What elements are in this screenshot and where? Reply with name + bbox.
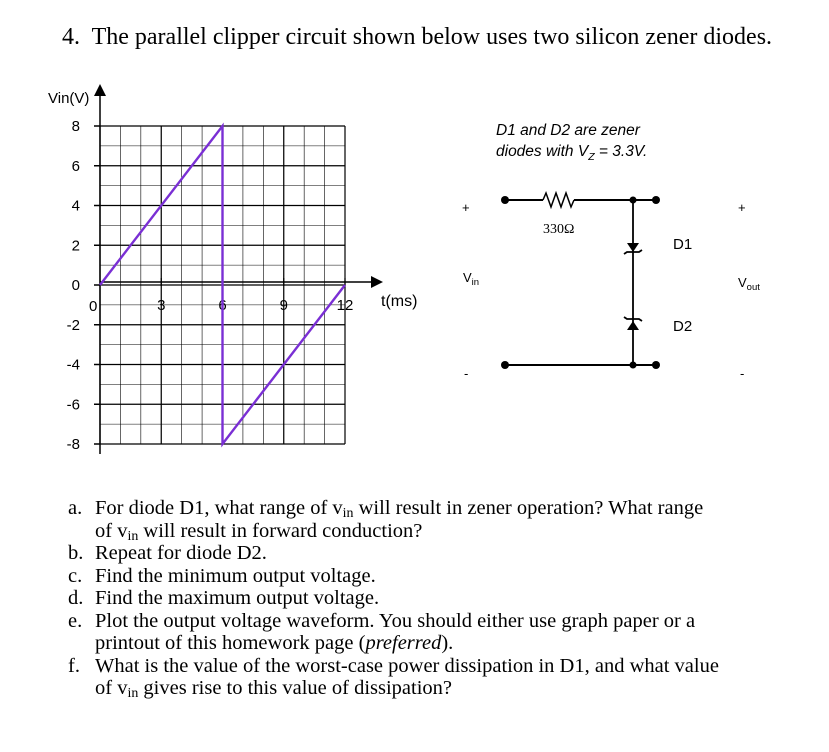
y-tick-labels: [67, 118, 100, 453]
input-terminal-plus: [501, 196, 509, 204]
question-e: e. Plot the output voltage waveform. You should either use graph paper or a printout of this homework page (preferred).: [68, 609, 696, 654]
output-terminal-plus: [652, 196, 660, 204]
question-d: [68, 587, 788, 610]
question-list: [68, 497, 788, 700]
y-tick-label: -8: [66, 436, 80, 453]
question-text: Find the minimum output voltage.: [95, 564, 376, 587]
x-tick-label: 12: [336, 297, 354, 314]
question-letter: b.: [68, 542, 84, 564]
resistor-label: 330Ω: [543, 222, 575, 237]
output-terminal-minus: [652, 361, 660, 369]
input-terminal-minus: [501, 361, 509, 369]
input-minus-sign: -: [464, 366, 469, 381]
question-letter: a.: [68, 497, 83, 519]
d2-label: D2: [673, 318, 693, 335]
y-tick-label: 4: [71, 197, 80, 215]
y-axis-label-text: Vin(V): [48, 90, 90, 107]
question-letter: f.: [68, 654, 80, 677]
x-tick-label: 9: [279, 297, 288, 314]
x-axis-label: t(ms): [381, 293, 418, 310]
output-minus-sign: -: [740, 366, 745, 381]
question-f: f. What is the value of the worst-case power dissipation in D1, and what value of $v_{in}$ gives rise to this value of dissipation?: [68, 654, 719, 702]
question-letter: d.: [68, 587, 84, 609]
x-tick-labels: [157, 278, 353, 314]
input-voltage-label: $V_{in}$: [463, 270, 480, 288]
question-text: Repeat for diode D2.: [95, 542, 267, 564]
question-letter: e.: [68, 609, 83, 632]
d1-label: D1: [673, 236, 693, 253]
zener-d2: [624, 317, 642, 330]
circuit-note-line1: D1 and D2 are zener: [496, 122, 640, 139]
question-c: [68, 565, 788, 588]
x-tick-label: 3: [157, 297, 166, 314]
y-tick-label: 8: [71, 118, 80, 135]
clipper-circuit: [462, 122, 760, 381]
question-a: a. For diode D1, what range of $v_{in}$ will result in zener operation? What range of $v_{in}$ will result in forward conduction?: [68, 497, 704, 544]
y-tick-label: 0: [71, 277, 80, 294]
question-b: [68, 542, 788, 565]
y-axis-label: [48, 90, 89, 107]
y-tick-label: -6: [66, 396, 80, 414]
output-plus-sign: +: [738, 200, 746, 215]
problem-number: 4.: [62, 24, 80, 50]
problem-heading: [62, 24, 772, 51]
resistor-330: [543, 193, 574, 207]
y-tick-label: 2: [71, 237, 80, 255]
y-tick-label: -4: [66, 356, 80, 374]
waveform-graph: [48, 90, 417, 454]
question-text: Find the maximum output voltage.: [95, 587, 380, 609]
question-letter: c.: [68, 564, 83, 587]
y-tick-label: 6: [71, 157, 80, 175]
input-plus-sign: +: [462, 200, 470, 215]
zener-d1: [624, 243, 642, 254]
origin-label: 0: [89, 298, 98, 315]
x-tick-label: 6: [218, 297, 227, 314]
output-voltage-label: $V_{out}$: [738, 275, 760, 293]
problem-statement: The parallel clipper circuit shown below uses two silicon zener diodes.: [91, 24, 773, 50]
circuit-note-line2: diodes with $V_Z = 3.3V$.: [496, 143, 648, 163]
y-tick-label: -2: [66, 316, 80, 334]
figure: [0, 80, 829, 480]
